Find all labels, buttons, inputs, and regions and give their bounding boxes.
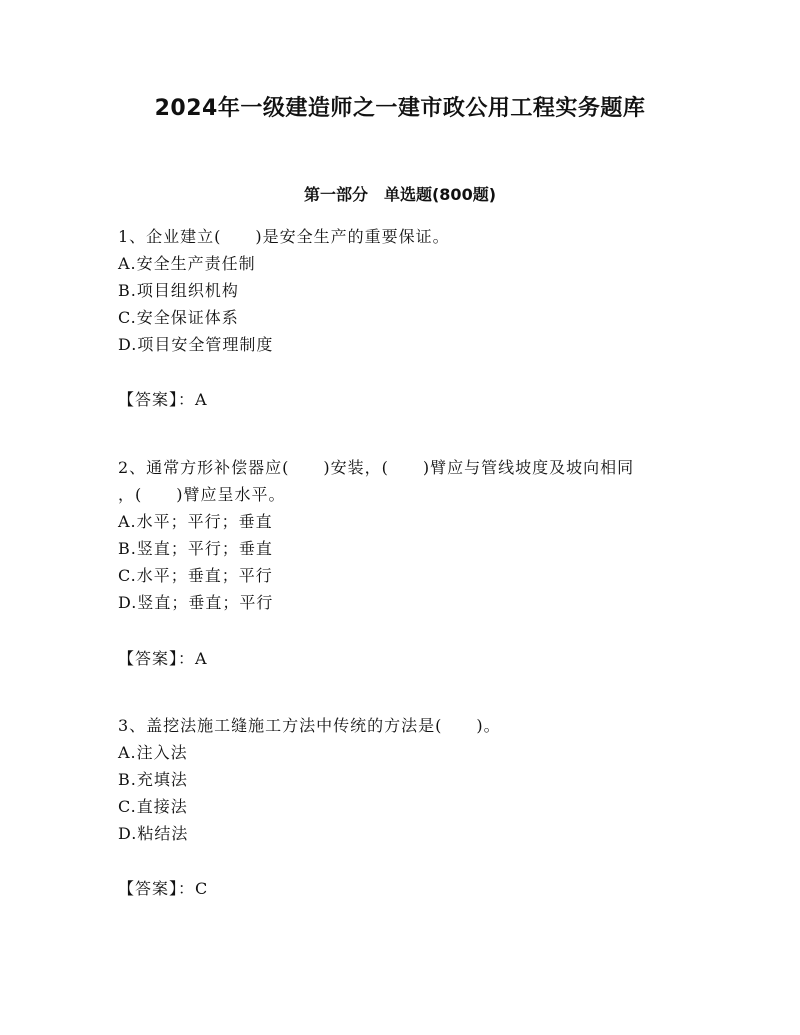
question-2-option-c: C.水平；垂直；平行 bbox=[118, 566, 273, 585]
question-1-option-d: D.项目安全管理制度 bbox=[118, 335, 274, 354]
question-3-option-d: D.粘结法 bbox=[118, 824, 189, 843]
question-3-option-c: C.直接法 bbox=[118, 797, 188, 816]
question-3-stem: 3、盖挖法施工缝施工方法中传统的方法是( )。 bbox=[118, 716, 501, 735]
question-3-answer: 【答案】：C bbox=[118, 879, 209, 898]
question-1-answer: 【答案】：A bbox=[118, 390, 208, 409]
question-2-option-d: D.竖直；垂直；平行 bbox=[118, 593, 274, 612]
section-title: 第一部分 单选题(800题) bbox=[303, 185, 497, 204]
question-3-option-b: B.充填法 bbox=[118, 770, 188, 789]
question-2-option-a: A.水平；平行；垂直 bbox=[118, 512, 273, 531]
question-1-option-a: A.安全生产责任制 bbox=[118, 254, 256, 273]
document-title: 2024年一级建造师之一建市政公用工程实务题库 bbox=[154, 96, 646, 121]
question-2-stem-line-2: ，( )臂应呈水平。 bbox=[118, 485, 286, 504]
question-1-option-b: B.项目组织机构 bbox=[118, 281, 239, 300]
question-1-stem: 1、企业建立( )是安全生产的重要保证。 bbox=[118, 227, 450, 246]
question-2-answer: 【答案】：A bbox=[118, 649, 208, 668]
question-3-option-a: A.注入法 bbox=[118, 743, 188, 762]
question-1-option-c: C.安全保证体系 bbox=[118, 308, 239, 327]
question-2-option-b: B.竖直；平行；垂直 bbox=[118, 539, 273, 558]
question-2-stem-line-1: 2、通常方形补偿器应( )安装，( )臂应与管线坡度及坡向相同 bbox=[118, 458, 635, 477]
